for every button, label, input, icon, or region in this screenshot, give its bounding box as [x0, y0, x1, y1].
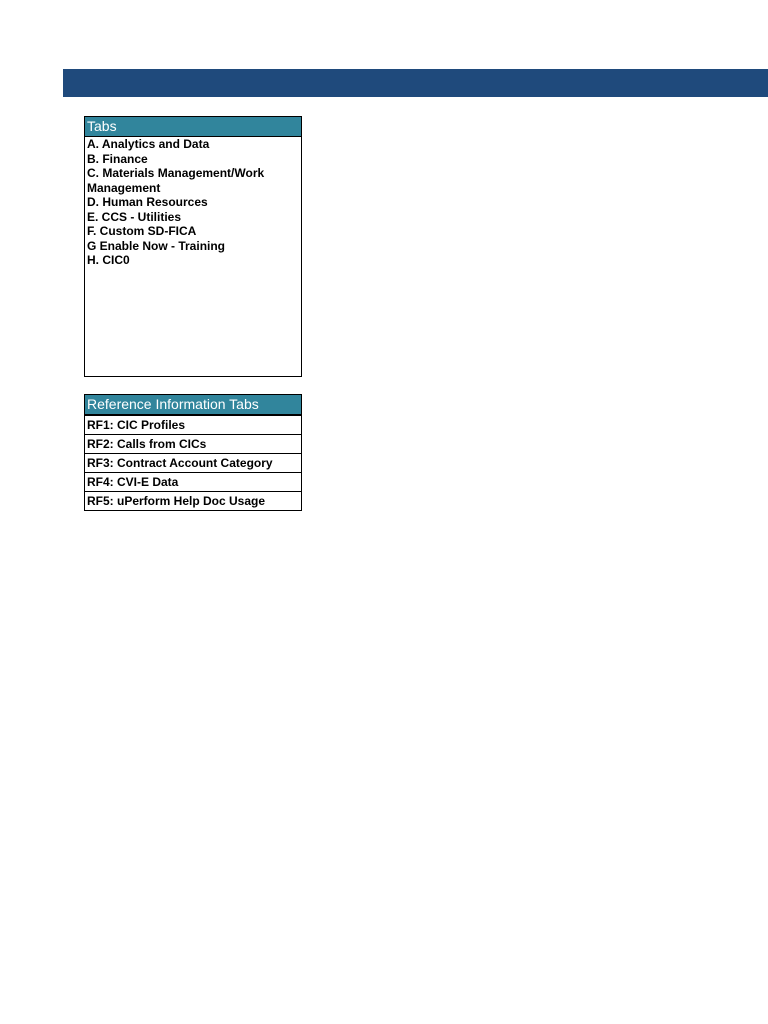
reference-link-rf3[interactable]: RF3: Contract Account Category: [85, 453, 301, 472]
reference-link-rf2[interactable]: RF2: Calls from CICs: [85, 434, 301, 453]
reference-link-rf4[interactable]: RF4: CVI-E Data: [85, 472, 301, 491]
tab-link-human-resources[interactable]: D. Human Resources: [87, 195, 208, 209]
tab-link-enable-now-training[interactable]: G Enable Now - Training: [87, 238, 226, 253]
tabs-panel: [84, 116, 302, 377]
reference-tabs-panel: [84, 394, 302, 511]
top-banner: [63, 69, 768, 97]
tab-link-finance[interactable]: B. Finance: [87, 151, 148, 166]
reference-link-rf5[interactable]: RF5: uPerform Help Doc Usage: [85, 491, 301, 510]
tab-link-analytics[interactable]: A. Analytics and Data: [87, 137, 210, 151]
tabs-list: [85, 137, 301, 268]
reference-link-rf1[interactable]: RF1: CIC Profiles: [85, 415, 301, 434]
tab-link-ccs-utilities[interactable]: E. CCS - Utilities: [87, 209, 182, 224]
tab-link-cic0[interactable]: H. CIC0: [87, 253, 130, 267]
reference-panel-title: Reference Information Tabs: [85, 395, 301, 415]
tab-link-materials-management[interactable]: C. Materials Management/Work Management: [87, 166, 265, 195]
tab-link-custom-sd-fica[interactable]: F. Custom SD-FICA: [87, 224, 197, 238]
tabs-panel-title: Tabs: [85, 117, 301, 137]
